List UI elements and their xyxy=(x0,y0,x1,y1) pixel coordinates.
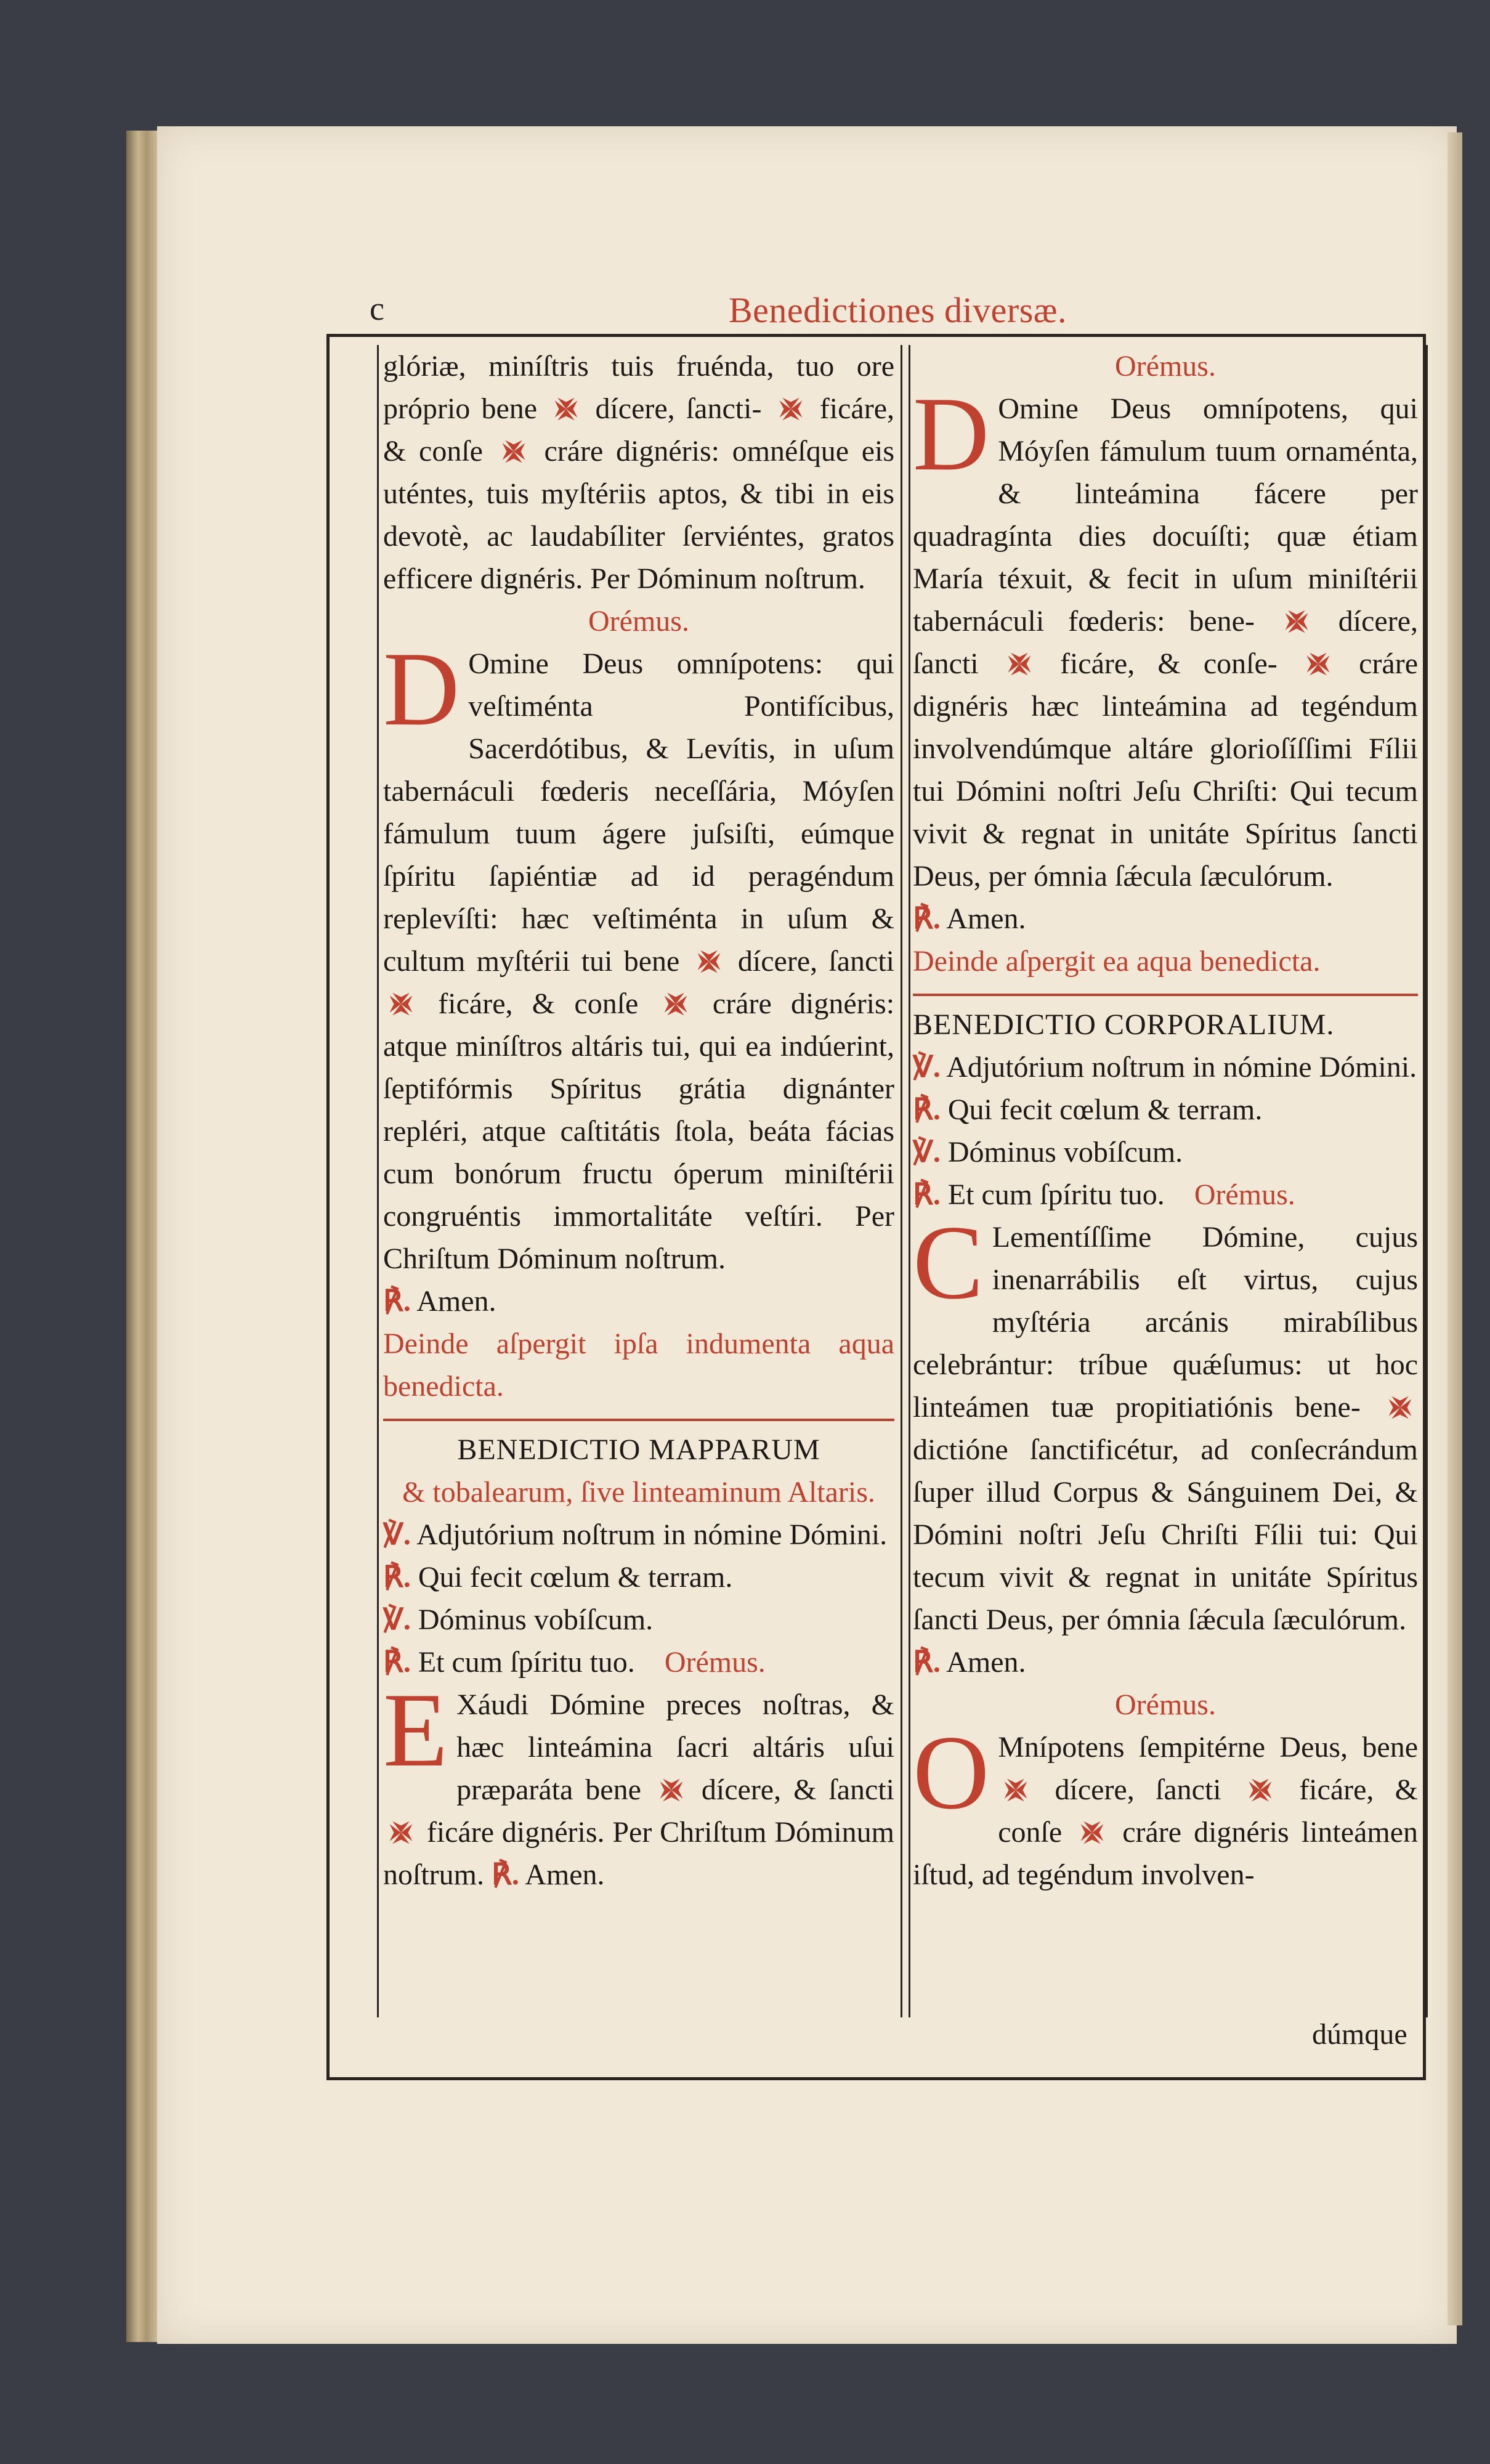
maltese-cross-icon xyxy=(1078,1818,1106,1847)
response-symbol: ℟. xyxy=(913,1178,941,1211)
paragraph: E Xáudi Dómine preces noſtras, & hæc linteámina ſacri altáris uſui præparáta bene dícere, & ſancti ficáre dignéris. Per Chriſtum Dóminum noſtrum. ℟. Amen. xyxy=(383,1672,895,1891)
section-heading: BENEDICTIO MAPPARUM xyxy=(457,1433,820,1466)
paragraph: D Omine Deus omnípotens, qui Móyſen fámulum tuum ornaménta, & linteámina fácere per quadragínta dies docuíſti; quæ étiam María téxuit, & fecit in uſum miniſtérii tabernáculi fœderis: bene- dícere, ſancti ficáre, & conſe- cráre dignéris hæc linteámina ad tegéndum involvendúmque altáre glorioſíſſimi Fílii tui Dómini noſtri Jeſu Chriſti: Qui tecum vivit & regnat in unitáte Spíritus ſancti Deus, per ómnia ſǽcula ſæculórum. xyxy=(913,376,1419,893)
maltese-cross-icon xyxy=(1304,650,1332,678)
versicle-symbol: ℣. xyxy=(383,1518,411,1551)
response-symbol: ℟. xyxy=(383,1561,411,1594)
signature-mark: c xyxy=(370,290,384,327)
response-symbol: ℟. xyxy=(383,1646,411,1679)
maltese-cross-icon xyxy=(387,1818,415,1847)
maltese-cross-icon xyxy=(1002,1776,1030,1804)
page-header xyxy=(370,290,1426,333)
versicle-line: ℣. Dóminus vobíſcum. xyxy=(913,1136,1183,1169)
response-line: ℟. Qui fecit cœlum & terram. xyxy=(383,1561,733,1594)
section-heading: BENEDICTIO CORPORALIUM. xyxy=(913,1008,1335,1041)
maltese-cross-icon xyxy=(777,395,805,423)
maltese-cross-icon xyxy=(500,437,528,466)
versicle-symbol: ℣. xyxy=(913,1051,941,1084)
versicle-line: ℣. Adjutórium noſtrum in nómine Dómini. xyxy=(913,1051,1417,1084)
oremus-inline: Orémus. xyxy=(1194,1178,1295,1211)
response-symbol: ℟. xyxy=(383,1285,411,1318)
drop-cap: O xyxy=(913,1714,990,1831)
running-head: Benedictiones diversæ. xyxy=(728,290,1067,330)
oremus-heading: Orémus. xyxy=(1115,1688,1216,1721)
maltese-cross-icon xyxy=(1246,1776,1274,1804)
drop-cap: D xyxy=(913,376,990,493)
oremus-heading: Orémus. xyxy=(1115,350,1216,383)
response-line: ℟. Amen. xyxy=(383,1285,496,1318)
response-symbol: ℟. xyxy=(913,1646,941,1679)
response-line: ℟. Amen. xyxy=(913,902,1026,935)
column-divider xyxy=(901,345,910,2017)
versicle-line: ℣. Dóminus vobíſcum. xyxy=(383,1603,654,1636)
paragraph: D Omine Deus omnípotens: qui veſtiménta Pontifícibus, Sacerdótibus, & Levítis, in uſum tabernáculi fœderis neceſſária, Móyſen fámulum tuum ágere juſsiſti, eúmque ſpíritu ſapiéntiæ ad id peragéndum replevíſti: hæc veſtiménta in uſum & cultum myſtérii tui bene dícere, ſancti ficáre, & conſe cráre dignéris: atque miníſtros altáris tui, qui ea indúerint, ſeptifórmis Spíritus grátia dignánter repléri, atque caſtitátis ſtola, beáta fácias cum bonórum fructu óperum miniſtérii congruéntis immortalitáte veſtíri. Per Chriſtum Dóminum noſtrum. xyxy=(383,631,895,1275)
right-column xyxy=(913,345,1418,1896)
paragraph: O Mnípotens ſempitérne Deus, bene dícere, ſancti ficáre, & conſe cráre dignéris linteámen iſtud, ad tegéndum involven- xyxy=(913,1714,1419,1891)
versicle-symbol: ℣. xyxy=(383,1603,411,1636)
book-fore-edge xyxy=(126,131,160,2342)
versicle-line: ℣. Adjutórium noſtrum in nómine Dómini. xyxy=(383,1518,888,1551)
catchword: dúmque xyxy=(1312,2018,1407,2051)
response-line: ℟. Et cum ſpíritu tuo. Orémus. xyxy=(383,1646,766,1679)
section-rule xyxy=(383,1419,894,1421)
maltese-cross-icon xyxy=(1282,607,1311,636)
versicle-symbol: ℣. xyxy=(913,1136,941,1169)
maltese-cross-icon xyxy=(695,947,723,976)
response-line: ℟. Amen. xyxy=(913,1646,1026,1679)
maltese-cross-icon xyxy=(662,990,690,1018)
left-column xyxy=(383,345,894,1896)
oremus-inline: Orémus. xyxy=(664,1646,766,1679)
maltese-cross-icon xyxy=(1386,1393,1414,1422)
drop-cap: C xyxy=(913,1204,984,1321)
paragraph: C Lementíſſime Dómine, cujus inenarrábilis eſt virtus, cujus myſtéria arcánis mirabílibus celebrántur: tríbue quǽſumus: ut hoc linteámen tuæ propitiatiónis bene- dictióne ſanctificétur, ad conſecrándum ſuper illud Corpus & Sánguinem Dei, & Dómini noſtri Jeſu Chriſti Fílii tui: Qui tecum vivit & regnat in unitáte Spíritus ſancti Deus, per ómnia ſǽcula ſæculórum. xyxy=(913,1204,1418,1636)
paragraph: glóriæ, miníſtris tuis fruénda, tuo ore próprio bene dícere, ſancti- ficáre, & conſe cráre dignéris: omnéſque eis uténtes, tuis myſtériis aptos, & tibi in eis devotè, ac laudabíliter ſerviéntes, gratos efficere dignéris. Per Dóminum noſtrum. xyxy=(383,350,895,595)
response-symbol: ℟. xyxy=(913,1093,941,1126)
oremus-heading: Orémus. xyxy=(588,605,689,638)
response-line: ℟. Et cum ſpíritu tuo. Orémus. xyxy=(913,1178,1295,1211)
maltese-cross-icon xyxy=(387,990,415,1018)
rubric: Deinde aſpergit ea aqua benedicta. xyxy=(913,945,1321,978)
maltese-cross-icon xyxy=(552,395,580,423)
response-line: ℟. Qui fecit cœlum & terram. xyxy=(913,1093,1263,1126)
response-symbol: ℟. xyxy=(492,1858,519,1891)
page-gutter-edge xyxy=(1447,132,1462,2325)
maltese-cross-icon xyxy=(657,1776,686,1804)
section-subheading: & tobalearum, ſive linteaminum Altaris. xyxy=(402,1476,875,1509)
rubric: Deinde aſpergit ipſa indumenta aqua benedicta. xyxy=(383,1327,894,1403)
drop-cap: D xyxy=(383,631,460,748)
response-symbol: ℟. xyxy=(913,902,941,935)
maltese-cross-icon xyxy=(1005,650,1034,678)
drop-cap: E xyxy=(383,1672,448,1789)
section-rule xyxy=(913,994,1418,996)
